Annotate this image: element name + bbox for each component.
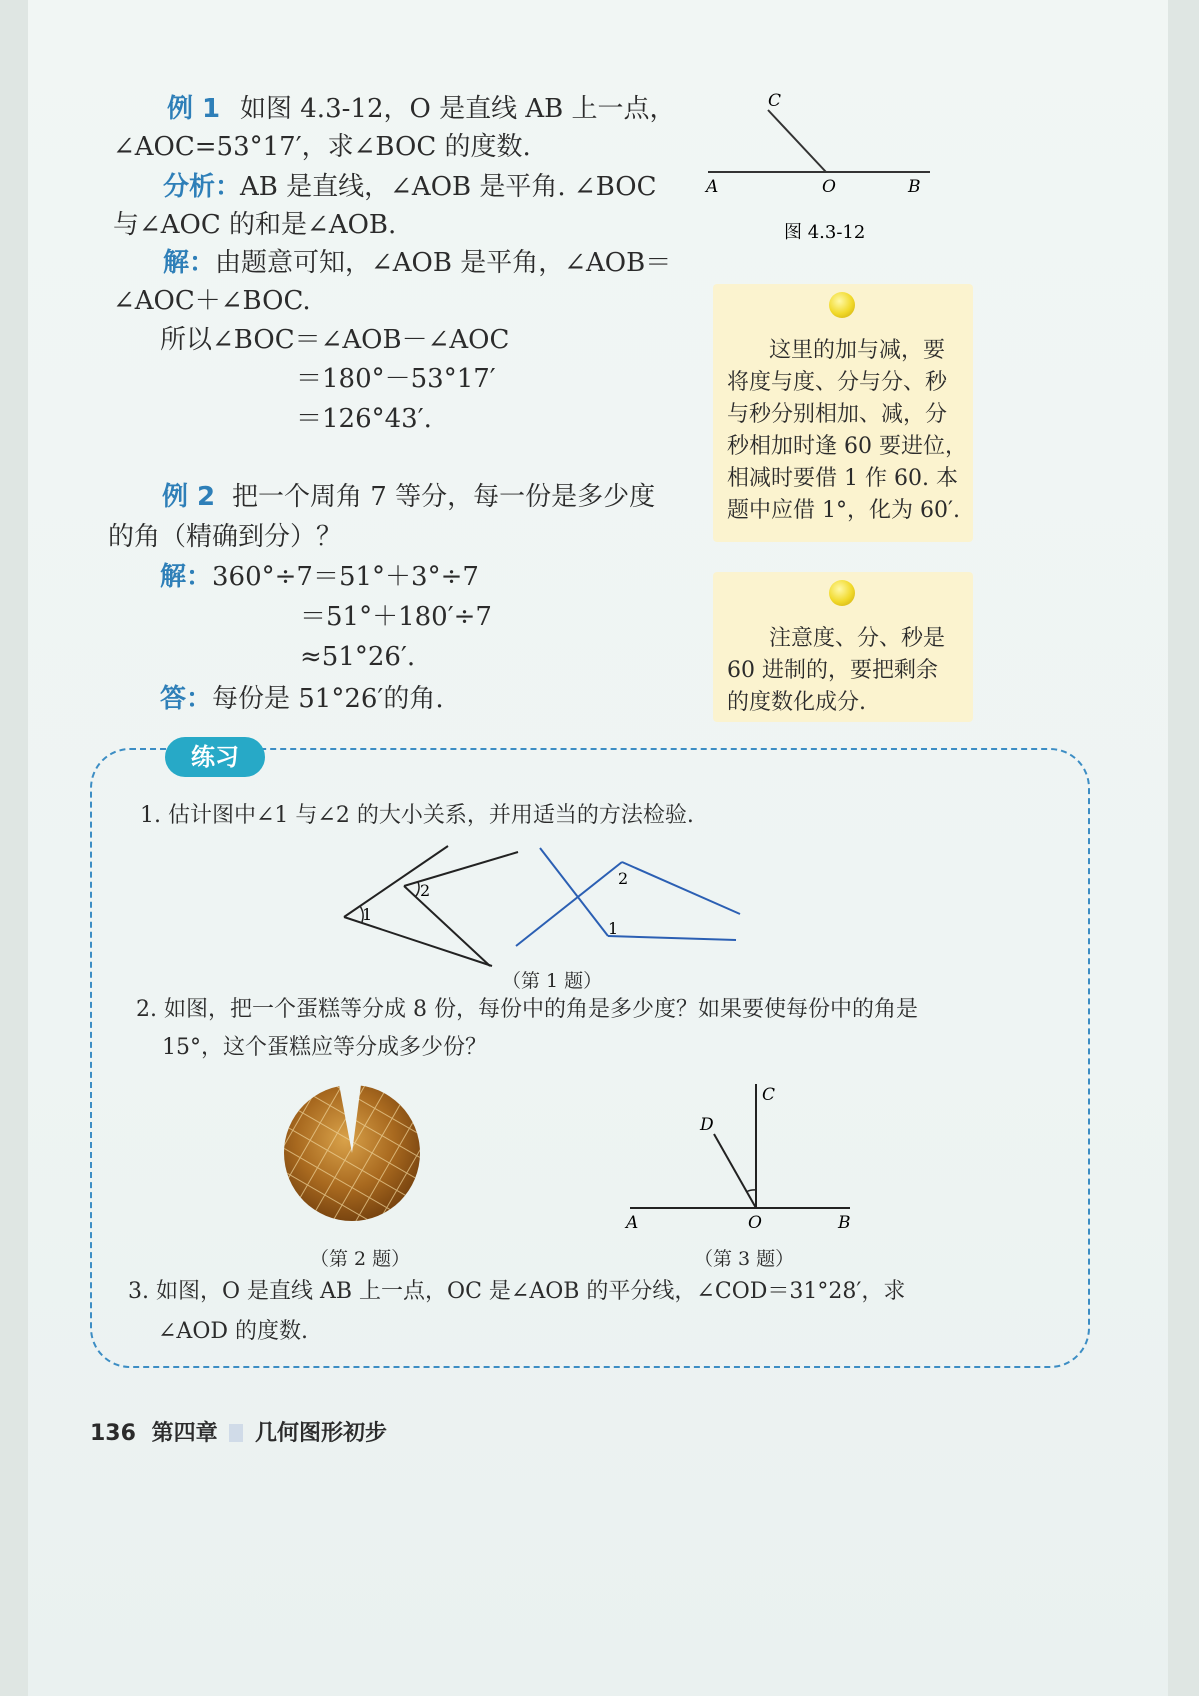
label-a: A xyxy=(706,177,719,197)
example1-calc2: ＝180°－53°17′ xyxy=(296,364,496,394)
label-b: B xyxy=(908,177,921,197)
blue-line-4 xyxy=(608,936,736,940)
example2-line2: 的角（精确到分）？ xyxy=(108,522,343,552)
q3-figure xyxy=(618,1076,868,1236)
example1-calc3: ＝126°43′. xyxy=(296,404,432,434)
label-a: A xyxy=(626,1213,639,1233)
label-b: B xyxy=(838,1213,851,1233)
example1-solution-line1: 由题意可知，∠AOB 是平角，∠AOB＝ xyxy=(215,248,672,278)
angle-cod-arc xyxy=(746,1190,756,1192)
example1-analysis-line1: AB 是直线，∠AOB 是平角. ∠BOC xyxy=(240,172,657,202)
footer-separator xyxy=(229,1424,243,1442)
q1-caption: （第 1 题） xyxy=(502,970,603,992)
blue-line-1 xyxy=(540,848,608,936)
blue-angle2-label: 2 xyxy=(618,869,629,888)
angle2-label: 2 xyxy=(420,881,431,900)
angle1-ray-bottom xyxy=(344,917,492,966)
blue-line-3 xyxy=(622,862,740,914)
exercise-q1: 1. 估计图中∠1 与∠2 的大小关系，并用适当的方法检验. xyxy=(140,803,694,828)
label-c: C xyxy=(768,91,782,111)
note1-line1: 这里的加与减，要 xyxy=(769,338,946,363)
example1-label: 例 1 xyxy=(167,94,221,124)
note2-line3: 的度数化成分. xyxy=(727,690,866,715)
example1-analysis-label: 分析： xyxy=(163,172,242,202)
example1-line2: ∠AOC=53°17′，求∠BOC 的度数. xyxy=(113,132,531,162)
lightbulb-icon xyxy=(829,292,855,318)
label-d: D xyxy=(700,1115,714,1135)
example2-label: 例 2 xyxy=(162,482,216,512)
example2-solution-label: 解： xyxy=(160,562,213,592)
note2-line1: 注意度、分、秒是 xyxy=(769,626,946,651)
example2-calc2: ＝51°＋180′÷7 xyxy=(300,602,492,632)
label-c: C xyxy=(762,1085,776,1105)
lightbulb-icon xyxy=(829,580,855,606)
note1-line4: 秒相加时逢 60 要进位， xyxy=(727,434,967,459)
angle2-ray-bottom xyxy=(404,886,490,966)
example2-calc1: 360°÷7＝51°＋3°÷7 xyxy=(212,562,479,592)
ray-od xyxy=(714,1134,756,1208)
example1-solution-line2: ∠AOC＋∠BOC. xyxy=(113,286,311,316)
example1-line1: 如图 4.3-12，O 是直线 AB 上一点， xyxy=(240,94,676,124)
ray-oc xyxy=(768,110,826,172)
figure-caption: 图 4.3-12 xyxy=(784,222,866,243)
page-number: 136 xyxy=(90,1421,136,1446)
example1-calc1: 所以∠BOC＝∠AOB－∠AOC xyxy=(160,325,510,355)
example2-line1: 把一个周角 7 等分，每一份是多少度 xyxy=(232,482,656,512)
note1-line3: 与秒分别相加、减，分 xyxy=(727,402,948,427)
figure-4-3-12 xyxy=(700,90,940,260)
example1-analysis-line2: 与∠AOC 的和是∠AOB. xyxy=(113,210,397,240)
exercise-q2-line1: 2. 如图，把一个蛋糕等分成 8 份，每份中的角是多少度？如果要使每份中的角是 xyxy=(136,997,918,1022)
q3-caption: （第 3 题） xyxy=(694,1248,795,1270)
label-o: O xyxy=(748,1213,762,1233)
exercise-q3-line2: ∠AOD 的度数. xyxy=(158,1319,308,1344)
note1-line6: 题中应借 1°，化为 60′. xyxy=(727,498,960,523)
label-o: O xyxy=(822,177,836,197)
exercise-badge: 练习 xyxy=(165,737,265,777)
exercise-q3-line1: 3. 如图，O 是直线 AB 上一点，OC 是∠AOB 的平分线，∠COD＝31°28′，求 xyxy=(128,1279,906,1304)
example1-solution-label: 解： xyxy=(163,248,216,278)
chapter-title: 几何图形初步 xyxy=(254,1421,387,1446)
q2-caption: （第 2 题） xyxy=(310,1248,411,1270)
note1-line2: 将度与度、分与分、秒 xyxy=(727,370,948,395)
angle1-label: 1 xyxy=(362,905,373,924)
chapter-label: 第四章 xyxy=(151,1421,218,1446)
cake-image xyxy=(278,1075,428,1225)
example2-answer-text: 每份是 51°26′的角. xyxy=(212,684,444,714)
example2-answer-label: 答： xyxy=(160,684,213,714)
angle2-arc xyxy=(416,882,419,896)
page-footer xyxy=(90,1416,387,1447)
note1-line5: 相减时要借 1 作 60. 本 xyxy=(727,466,958,491)
example2-calc3: ≈51°26′. xyxy=(300,642,416,672)
note-box-2 xyxy=(713,572,973,722)
note-box-1 xyxy=(713,284,973,542)
note2-line2: 60 进制的，要把剩余 xyxy=(727,658,938,683)
blue-angle1-label: 1 xyxy=(608,919,619,938)
exercise-q2-line2: 15°，这个蛋糕应等分成多少份？ xyxy=(162,1035,487,1060)
